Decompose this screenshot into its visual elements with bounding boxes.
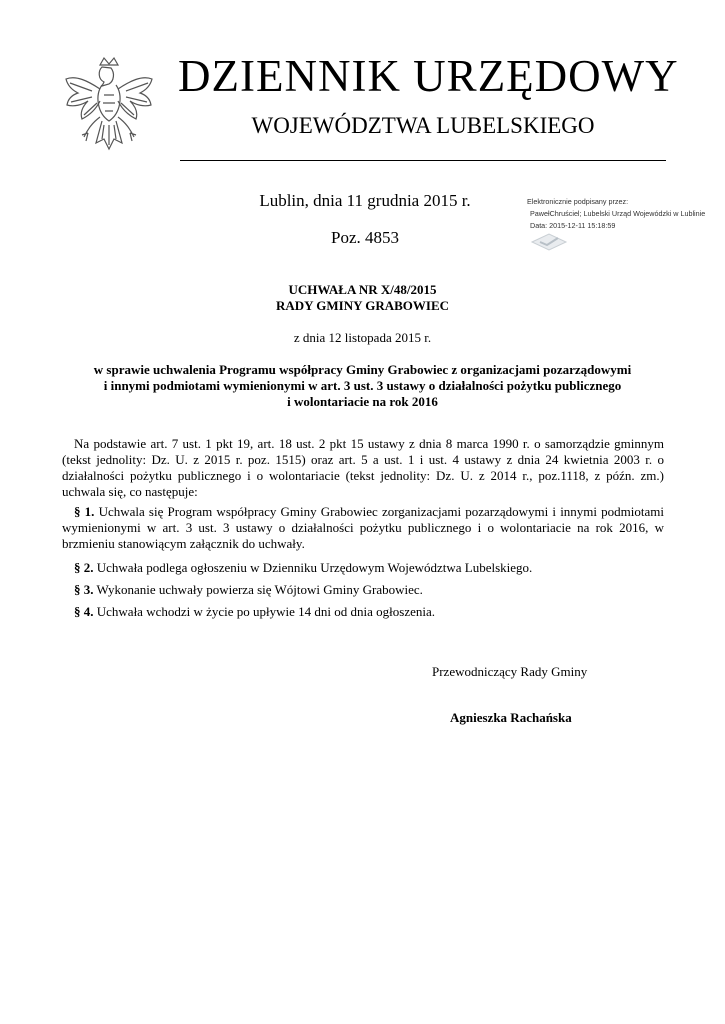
preamble bbox=[62, 436, 664, 500]
section-text: Wykonanie uchwały powierza się Wójtowi Gminy Grabowiec. bbox=[96, 582, 423, 597]
white-eagle-icon bbox=[62, 55, 157, 175]
header-divider bbox=[180, 160, 666, 161]
signatory-name: Agnieszka Rachańska bbox=[450, 710, 572, 725]
place-date: Lublin, dnia 11 grudnia 2015 r. bbox=[259, 191, 471, 210]
section-paragraph bbox=[62, 560, 664, 576]
resolution-subject-line: i wolontariacie na rok 2016 bbox=[287, 394, 438, 409]
section-number: § 2. bbox=[74, 560, 94, 575]
signature-check-icon bbox=[530, 232, 568, 252]
position-number: Poz. 4853 bbox=[331, 228, 399, 247]
journal-title: DZIENNIK URZĘDOWY bbox=[178, 51, 679, 101]
section-number: § 4. bbox=[74, 604, 94, 619]
section-text: Uchwała podlega ogłoszeniu w Dzienniku Urzędowym Województwa Lubelskiego. bbox=[96, 560, 533, 575]
section-paragraph bbox=[62, 504, 664, 552]
electronic-signature-stamp bbox=[527, 196, 717, 256]
signatory-title: Przewodniczący Rady Gminy bbox=[432, 664, 588, 679]
signature-stamp-line: Elektronicznie podpisany przez: bbox=[527, 197, 629, 206]
section-text: Uchwała wchodzi w życie po upływie 14 dni od dnia ogłoszenia. bbox=[96, 604, 436, 619]
signature-stamp-date: Data: 2015-12-11 15:18:59 bbox=[530, 221, 616, 230]
resolution-body: RADY GMINY GRABOWIEC bbox=[275, 298, 450, 313]
preamble-text: Na podstawie art. 7 ust. 1 pkt 19, art. 18 ust. 2 pkt 15 ustawy z dnia 8 marca 1990 r. o samorządzie gminnym (tekst jednolity: Dz. U. z 2015 r. poz. 1515) oraz art. 5 a ust. 1 i ust. 4 ustawy z dnia 24 kwietnia 2003 r. o działalności pożytku publicznego i o wolontariacie (tekst jednolity: Dz. U. z 2014 r., poz.1118, z późn. zm.) uchwala się, co następuje: bbox=[62, 436, 664, 499]
section-text: Uchwala się Program współpracy Gminy Grabowiec zorganizacjami pozarządowymi i innymi podmiotami wymienionymi w art. 3 ust. 3 ustawy o działalności pożytku publicznego i o wolontariacie na rok 2016, w brzmieniu stanowiącym załącznik do uchwały. bbox=[62, 504, 665, 551]
section-number: § 3. bbox=[74, 582, 94, 597]
journal-subtitle: WOJEWÓDZTWA LUBELSKIEGO bbox=[251, 113, 595, 138]
resolution-subject-line: i innymi podmiotami wymienionymi w art. 3 ust. 3 ustawy o działalności pożytku publicznego bbox=[103, 378, 622, 393]
resolution-number: UCHWAŁA NR X/48/2015 bbox=[288, 282, 437, 297]
section-paragraph bbox=[62, 582, 664, 598]
resolution-date: z dnia 12 listopada 2015 r. bbox=[293, 330, 432, 345]
section-paragraph bbox=[62, 604, 664, 620]
signature-stamp-signer: PawełChruściel; Lubelski Urząd Wojewódzki w Lublinie bbox=[530, 209, 706, 218]
resolution-subject-line: w sprawie uchwalenia Programu współpracy Gminy Grabowiec z organizacjami pozarządowymi bbox=[93, 362, 632, 377]
section-number: § 1. bbox=[74, 504, 95, 519]
